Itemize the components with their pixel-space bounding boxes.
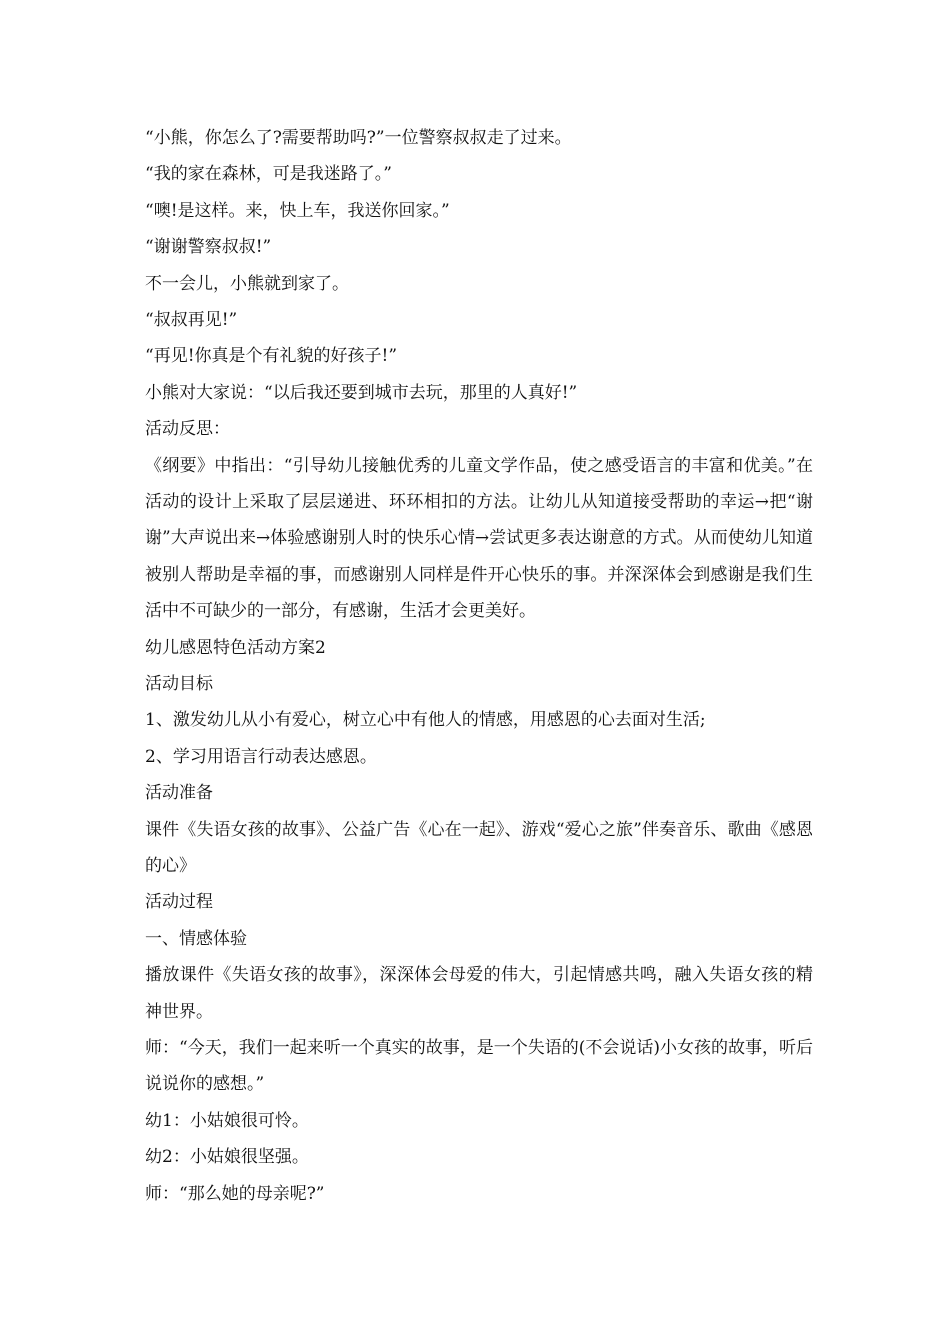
section-heading: 幼儿感恩特色活动方案2: [145, 637, 326, 658]
paragraph: 师：“今天，我们一起来听一个真实的故事，是一个失语的(不会说话)小女孩的故事，听后说说你的感想。”: [145, 1037, 813, 1095]
paragraph: 播放课件《失语女孩的故事》，深深体会母爱的伟大，引起情感共鸣，融入失语女孩的精神世界。: [145, 965, 813, 1022]
text-line: 小熊对大家说：“以后我还要到城市去玩，那里的人真好!”: [145, 382, 578, 403]
list-item: 1、激发幼儿从小有爱心，树立心中有他人的情感，用感恩的心去面对生活;: [145, 710, 706, 731]
text-line: “谢谢警察叔叔!”: [145, 237, 272, 258]
paragraph: 课件《失语女孩的故事》、公益广告《心在一起》、游戏“爱心之旅”伴奏音乐、歌曲《感恩的心》: [145, 819, 813, 876]
text-line: “再见!你真是个有礼貌的好孩子!”: [145, 346, 398, 367]
text-line: 不一会儿，小熊就到家了。: [145, 273, 349, 294]
section-heading: 活动过程: [145, 892, 213, 913]
paragraph: 《纲要》中指出：“引导幼儿接触优秀的儿童文学作品，使之感受语言的丰富和优美。”在活动的设计上采取了层层递进、环环相扣的方法。让幼儿从知道接受帮助的幸运→把“谢谢”大声说出来→体验感谢别人时的快乐心情→尝试更多表达谢意的方式。从而使幼儿知道被别人帮助是幸福的事，而感谢别人同样是件开心快乐的事。并深深体会到感谢是我们生活中不可缺少的一部分，有感谢，生活才会更美好。: [145, 455, 813, 622]
section-heading: 一、情感体验: [145, 928, 247, 949]
text-line: 幼1：小姑娘很可怜。: [145, 1110, 309, 1131]
section-heading: 活动准备: [145, 783, 213, 804]
text-line: “噢!是这样。来，快上车，我送你回家。”: [145, 200, 450, 221]
text-line: 幼2：小姑娘很坚强。: [145, 1147, 309, 1168]
document-body: [145, 120, 813, 1212]
list-item: 2、学习用语言行动表达感恩。: [145, 746, 377, 767]
text-line: “叔叔再见!”: [145, 309, 238, 330]
text-line: “我的家在森林，可是我迷路了。”: [145, 164, 392, 185]
text-line: 师：“那么她的母亲呢?”: [145, 1183, 325, 1204]
text-line: “小熊，你怎么了?需要帮助吗?”一位警察叔叔走了过来。: [145, 128, 572, 148]
section-heading: 活动目标: [145, 673, 213, 694]
section-heading: 活动反思：: [145, 419, 230, 440]
